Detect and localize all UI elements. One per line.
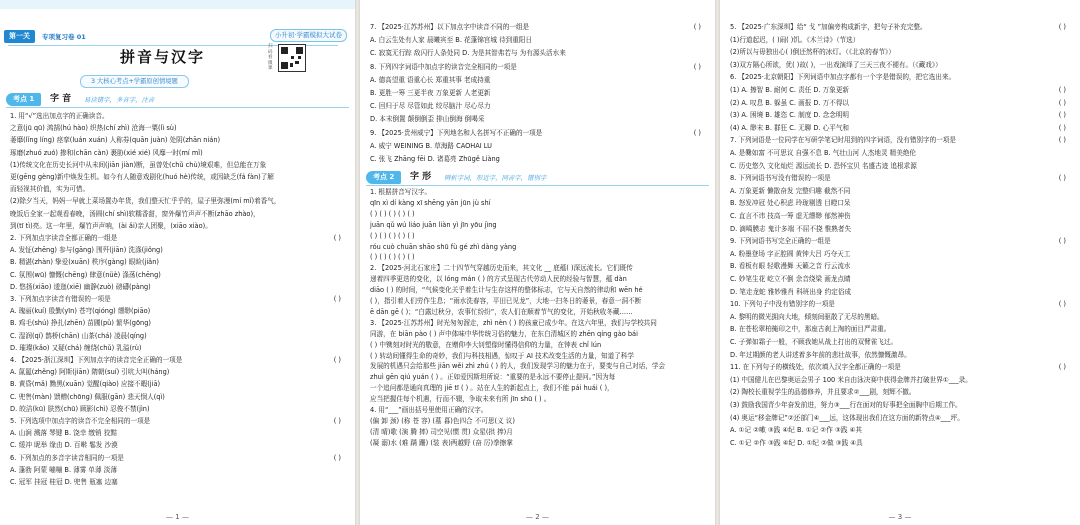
line-text: C. 妙笔生花 屹立不倒 余音绕梁 画龙点睛	[730, 275, 851, 283]
line-text: ē dān gē ( )；“白露过秋分，农事忙纷纷”，农人们在顺着节气的变化，开始秋收冬藏……	[370, 307, 633, 316]
line-text: 11. 在下列句子的横线处，依次填入汉字全都正确的一项是	[730, 363, 901, 372]
line-text: (3) A. 困境 B. 雄恣 C. 制度 D. 念念明明	[730, 111, 850, 120]
line-text: A. 氤氲(zhěng) 阿斯(jiān) 隋朝(suí) 引吭大叫(háng)	[10, 368, 170, 377]
line-text: D. 悠扬(xiāo) 逶迤(xiē) 幽静(zuò) 磅礴(pàng)	[10, 282, 151, 291]
line-text: (1)传统文化在历史长河中从未间(jiān jiàn)断，虽曾处(chǔ chù)境艰难，但总能在万象	[10, 160, 267, 169]
question-line	[0, 111, 355, 121]
question-line	[720, 299, 1080, 309]
line-text: C. ①记 ②作 ③践 ④纪 D. ①纪 ②做 ③践 ④具	[730, 438, 863, 447]
line-text: C. 直言不讳 技高一筹 虚无缥缈 郁然神伤	[730, 212, 851, 220]
question-line	[360, 101, 715, 111]
line-text: B. 怒发冲冠 处心积虑 玲珑剔透 目瞪口呆	[730, 199, 851, 208]
answer-paren[interactable]: ( )	[1058, 98, 1066, 107]
line-text: 1. 根据拼音写汉字。	[370, 188, 432, 196]
line-text: C. 寂寞无行踪 敌闪行人条处同 D. 为是其智弗若与 为有源头活水来	[370, 49, 566, 58]
line-text: ( ) ( ) ( ) ( ) ( )	[370, 231, 415, 240]
question-line	[0, 270, 355, 280]
line-text: ( ) 中镌刻对时光的敬意，在赠仰李大钊塑像时懂得信仰的力量，在钟表 chǐ lún	[370, 340, 602, 349]
line-text: A. 山涧 溅落 琴键 B. 饶幸 缴销 狡黠	[10, 429, 117, 438]
line-text: 2. 下列加点字读音全都正确的一组是	[10, 234, 118, 242]
line-text: 更(gēng gèng)新中焕发生机。如今有人随意戏剧化(huó hè)传统，或因缺乏(fá fàn)了解	[10, 173, 274, 181]
question-line	[720, 324, 1080, 334]
line-text: 同游，在 biān pào ( ) 声中体味中华传统习俗的魅力，在东白清城区的 zhēn qíng gào bái	[370, 329, 638, 338]
question-line	[360, 416, 715, 426]
line-text: 到(tī tì)亮。这一年里，爆竹声声响，(ài ǎi)亲人团聚，(xiāo xiào)。	[10, 221, 212, 230]
line-text: 5. 下列选项中加点字的读音不完全相同的一项是	[10, 417, 151, 425]
line-text: D. 年过期颜的老人讲述着多年前的悲壮故事，依然慷慨激昂。	[730, 350, 911, 359]
page-number: — 2 —	[526, 513, 549, 521]
question-line	[360, 114, 715, 124]
section-header-zi-yin	[6, 92, 349, 108]
answer-paren[interactable]: ( )	[1058, 123, 1066, 132]
section-tag: 辨析字词，形近字，同音字，错别字	[444, 174, 547, 182]
line-text: (3)双方隔心所欲，优( )故( )，一出戏演绎了三天三夜不褪有。（《藏戏》）	[730, 60, 942, 69]
section-badge: 考点 2	[366, 171, 401, 184]
question-line	[720, 22, 1080, 32]
line-text: 4. 【2025·浙江深圳】下列加点字的读音完全正确的一项是	[10, 356, 183, 364]
line-text: B. 更胜一筹 三更半夜 万象更新 人老更新	[370, 89, 491, 97]
question-line	[0, 160, 355, 170]
question-line	[720, 161, 1080, 171]
answer-paren[interactable]: ( )	[1058, 23, 1066, 31]
question-line	[0, 148, 355, 158]
line-text: C. 冠军 挂冠 桂冠 D. 兜售 瓶塞 边塞	[10, 478, 118, 486]
question-line	[720, 362, 1080, 372]
line-text: (2) A. 叹息 B. 躲虽 C. 画报 D. 万不得以	[730, 98, 850, 107]
question-line	[0, 343, 355, 353]
line-text: 7. 【2025·江苏苏州】以下加点字中读音不同的一组是	[370, 23, 530, 31]
line-text: diāo ( ) 的时间，“气候变化关乎着生计与生存这样的整体标志，它与天自然的律动和 wēn hé	[370, 286, 643, 295]
line-text: 9. 下列词语书写完全正确的一组是	[730, 237, 831, 246]
question-line	[0, 355, 355, 365]
question-line	[720, 337, 1080, 347]
answer-paren[interactable]: ( )	[333, 417, 341, 425]
question-line	[360, 88, 715, 98]
question-line	[360, 351, 715, 361]
question-line	[720, 413, 1080, 423]
line-text: C. 历史悠久 文化灿烂 源远流长 D. 恐怀宝贝 名盛古迹 追根求源	[730, 161, 917, 170]
answer-paren[interactable]: ( )	[1058, 86, 1066, 94]
level-tab: 第一关	[4, 30, 35, 43]
line-text: B. 精湛(zhàn) 挚爱(xuān) 秩序(gàng) 眼睑(jiǎn)	[10, 258, 159, 267]
question-line	[0, 367, 355, 377]
page-number: — 1 —	[166, 513, 189, 521]
line-text: 7. 下列词语是一位同学在写研学笔记时用到的四字词语，没有错别字的一项是	[730, 136, 956, 145]
line-text: A. 威宁 WEINING B. 草海路 CAOHAI LU	[370, 141, 492, 150]
line-text: D. 本末倒置 颠倒倒歪 排山倒海 倒喝采	[370, 115, 485, 124]
line-text: A. 是爨如富 不可思议 自强不息 B. 气壮山河 人杰地灵 精美绝伦	[730, 149, 917, 157]
question-line	[0, 331, 355, 341]
question-line	[0, 440, 355, 450]
question-line	[360, 187, 715, 197]
question-line	[0, 392, 355, 402]
line-text: C. 兜售(màn) 馈赠(chōng) 佩服(gān) 悲天悯人(qì)	[10, 392, 165, 401]
line-text: A. 粉墨登场 字正腔圆 黄钟大吕 巧夺天工	[730, 249, 851, 258]
question-line	[0, 123, 355, 133]
question-line	[0, 465, 355, 475]
qr-caption: 扫码看微课	[268, 44, 273, 71]
header-band	[0, 0, 355, 9]
answer-paren[interactable]: ( )	[1058, 300, 1066, 309]
line-text: 琢磨(zhuó zuó) 掺和(chān càn) 裹胁(xié xié) 风靡一时(mí mǐ)	[10, 148, 203, 157]
answer-paren[interactable]: ( )	[333, 453, 341, 462]
line-text: B. 看板有眼 轻歌漫舞 天籁之音 行云流水	[730, 262, 851, 271]
line-text: 之意(jū qū) 鸿鹄(hú hào) 织热(chí zhì) 沧海一粟(lì sù)	[10, 124, 177, 133]
line-text: ( ) ( ) ( ) ( ) ( )	[370, 209, 415, 218]
line-text: ( ) 转动间懂得生命的奇妙，我们与科技相遇，惊叹于 AI 技术改变生活的力量，知道了科学	[370, 351, 634, 360]
qr-code-icon[interactable]	[278, 44, 306, 72]
question-line	[360, 242, 715, 252]
line-text: 9. 【2025·贵州威宁】下列地名和人名拼写不正确的一项是	[370, 128, 543, 137]
line-text: 1. 用“√”选出加点字的正确读音。	[10, 112, 109, 120]
question-line	[0, 306, 355, 316]
line-text: 而轻视其价值，实为可惜。	[10, 185, 90, 194]
answer-paren[interactable]: ( )	[333, 295, 341, 303]
question-line	[0, 416, 355, 426]
answer-paren[interactable]: ( )	[693, 62, 701, 71]
line-text: (4) A. 缈末 B. 群狂 C. 无聊 D. 心平气和	[730, 123, 850, 132]
question-line	[720, 400, 1080, 410]
question-line	[360, 274, 715, 284]
question-line	[0, 318, 355, 328]
line-text: C. 缓冲 昵举 缘由 D. 百啭 鬈发 沙漠	[10, 441, 118, 450]
page-number: — 3 —	[888, 513, 912, 521]
line-text: 10. 下列句子中没有错别字的一项是	[730, 300, 835, 309]
line-text: B. 鸡毛(shú) 挣扎(zhēn) 苗圃(pǔ) 繁华(gōng)	[10, 319, 151, 328]
question-line	[360, 263, 715, 273]
line-text: (偏 卸 颈) (称 苍 容) (墓 暮)色四合 不可思(义 议)	[370, 416, 515, 425]
question-line	[360, 198, 715, 208]
line-text: 晚饭后全家一起观看春晚，汤圆(chí shì)软糯香甜，窗外爆竹声声不断(zhāo zhào)，	[10, 209, 260, 218]
question-line	[360, 128, 715, 138]
question-line	[0, 379, 355, 389]
question-line	[720, 274, 1080, 284]
line-text: (3) 鼓励我国青少年奋发前进，努力③___行在面对的好事把全面胸中后期工作。	[730, 401, 962, 409]
line-text: (2)除夕当天，妈妈一早就上菜场置办年货，我们整天忙乎乎的，屋子里弥漫(mí mǐ)着香气，	[10, 197, 281, 206]
line-text: 5. 【2025·广东深圳】给“ 戈 ”加偏旁构成新字，把句子补充完整。	[730, 23, 927, 31]
line-text: 6. 下列加点的多音字读音相同的一项是	[10, 453, 124, 462]
question-line	[720, 312, 1080, 322]
question-line	[360, 427, 715, 437]
question-line	[360, 220, 715, 230]
section-tag: 易读错字，多音字，注音	[84, 96, 155, 104]
question-line	[720, 98, 1080, 108]
question-line	[0, 245, 355, 255]
line-text: juān qǔ wú liáo juān liàn yì jīn yōu jìng	[370, 220, 497, 229]
line-text: 递着四季更迭的变化，以 lóng mán ( ) 的方式呈现古代劳动人民的经验与智慧，蕴 dàn	[370, 275, 627, 284]
line-text: zhuì gēn qiú yuán ( ) 。正如爱因斯坦所说：“重要的是永远不要停止提问。”因为每	[370, 373, 616, 382]
line-text: C. 氛围(wū) 慷慨(chēng) 肆意(nüè) 涤荡(chēng)	[10, 270, 161, 279]
question-line	[360, 231, 715, 241]
question-line	[720, 375, 1080, 385]
answer-paren[interactable]: ( )	[1058, 174, 1066, 183]
question-line	[720, 425, 1080, 435]
question-line	[360, 372, 715, 382]
line-text: C. 张飞 Zhāng fēi D. 诸葛亮 Zhūgě Liàng	[370, 155, 500, 163]
section-header-zi-xing	[366, 170, 709, 186]
line-text: 6. 【2025·北京朝阳】下列词语中加点字都有一个字是错误的，把它选出来。	[730, 73, 956, 82]
question-line	[360, 405, 715, 415]
line-text: 2. 【2025·河北石家庄】二十四节气穿越历史而来，其文化 __ 底蕴( )深远流长。它们既传	[370, 264, 633, 273]
line-text: (清 晴)歌 (演 腾 摔) 司空见(惯 贯) 众星(拱 捧)月	[370, 427, 513, 436]
question-line	[0, 233, 355, 243]
line-text: A. 发怔(zhēng) 参与(gāng) 围歼(jiān) 洗涤(jiǒng)	[10, 246, 163, 255]
answer-paren[interactable]: ( )	[333, 356, 341, 364]
question-line	[360, 154, 715, 164]
line-text: D. 皎洁(kū) 肤然(chū) 顾影(chì) 忍俊不禁(jìn)	[10, 404, 150, 413]
question-line	[360, 296, 715, 306]
section-badge: 考点 1	[6, 93, 41, 106]
line-text: qīn xì dí kàng xī shēng yān jūn jù shí	[370, 198, 491, 207]
question-line	[0, 282, 355, 292]
question-line	[0, 477, 355, 487]
question-line	[360, 307, 715, 317]
question-line	[0, 196, 355, 206]
line-text: D. 笔走龙蛇 雅妙雅肖 科班出身 约定俗成	[730, 287, 852, 296]
line-text: (1) 中国健儿在巴黎奥运会男子 100 米自由泳决赛中获得金牌并打破世界①___录。	[730, 375, 972, 384]
question-line	[360, 35, 715, 45]
line-text: A. 万象更新 懒散奋发 完整归趣 截然不同	[730, 186, 851, 195]
section-title: 字 形	[410, 172, 432, 182]
series-label: 小升初·学霸模拟大试卷	[270, 29, 347, 42]
line-text: 应当把握住每个机遇，行而不辍，争取未来有所 jīn shū ( ) 。	[370, 395, 551, 404]
line-text: D. 滴噶膜志 鬼计多端 不屈不挠 惟熟者失	[730, 224, 852, 233]
page-1	[0, 0, 355, 525]
question-line	[720, 236, 1080, 246]
line-text: C. 子弹如霜子一般，不顾我她从战上打出的双臂雀飞过。	[730, 338, 898, 346]
question-line	[720, 438, 1080, 448]
line-text: 萎靡(lǐng líng) 痉挛(luán xuán) 人称券(quān juàn) 处阴(zhān nián)	[10, 136, 221, 145]
question-line	[0, 428, 355, 438]
line-text: B. 在苍松翠柏掩印之中，那座古刹上淘的面目严肃重。	[730, 325, 891, 334]
question-line	[360, 209, 715, 219]
question-line	[360, 329, 715, 339]
question-line	[360, 62, 715, 72]
question-line	[0, 257, 355, 267]
answer-paren[interactable]: ( )	[1058, 111, 1066, 120]
question-line	[720, 261, 1080, 271]
question-line	[0, 172, 355, 182]
question-line	[720, 198, 1080, 208]
page-title: 拼音与汉字	[120, 48, 206, 66]
page-3	[720, 0, 1080, 525]
question-line	[720, 47, 1080, 57]
question-line	[0, 294, 355, 304]
page-2	[360, 0, 715, 525]
line-text: ( ) ( ) ( ) ( ) ( )	[370, 253, 415, 262]
question-line	[720, 72, 1080, 82]
line-text: 发展的机遇只会给那些 jiān wěi zhì zhú ( ) 的人，我们发现学习的魅力在于，要变与自己对话，学会	[370, 362, 666, 371]
question-line	[360, 438, 715, 448]
question-line	[0, 209, 355, 219]
question-line	[360, 252, 715, 262]
question-line	[0, 135, 355, 145]
question-line	[720, 135, 1080, 145]
answer-paren[interactable]: ( )	[333, 234, 341, 242]
line-text: 8. 下列四字词语中加点字的读音完全相同的一项是	[370, 62, 517, 71]
question-line	[360, 318, 715, 328]
question-line	[360, 285, 715, 295]
question-line	[720, 249, 1080, 259]
question-line	[720, 148, 1080, 158]
question-line	[0, 184, 355, 194]
question-line	[0, 453, 355, 463]
question-line	[720, 123, 1080, 133]
line-text: C. 回归于尽 尽管如此 绞尽脑汁 尽心尽力	[370, 102, 491, 111]
question-line	[360, 340, 715, 350]
line-text: (4) 奥运“移金牌记”②还部门④___远，这体现出我们在这方面的新特点④___坪。	[730, 413, 964, 422]
line-text: (2)所以与毋独出心( )倒还然杯的冰灯。（《北京的春节》）	[730, 48, 895, 57]
line-text: 4. 用“___”画出括号里使用正确的汉字。	[370, 406, 488, 414]
question-line	[720, 224, 1080, 234]
line-text: 一个追问都是通向真理的 jiē tī ( ) 。站在人生的新起点上，我们不能 pái huái ( )，	[370, 384, 614, 393]
question-line	[360, 22, 715, 32]
question-line	[720, 85, 1080, 95]
question-line	[720, 35, 1080, 45]
answer-paren[interactable]: ( )	[693, 128, 701, 137]
answer-paren[interactable]: ( )	[1058, 237, 1066, 246]
question-line	[720, 387, 1080, 397]
question-line	[360, 48, 715, 58]
question-line	[360, 75, 715, 85]
core-points-pill: 3 大核心考点+学霸原创情境题	[80, 75, 189, 88]
question-line	[360, 361, 715, 371]
line-text: A. 黎明的微光拥向大地，倾刻间驱散了无尽的黑暗。	[730, 312, 884, 321]
question-line	[720, 110, 1080, 120]
question-line	[360, 394, 715, 404]
line-text: róu cuò chuān shāo shū fù gé zhì dàng yàng	[370, 242, 517, 251]
line-text: (2) 陶校长重视学生的品德修养，并且要求②___剧，刻辉不撤。	[730, 388, 916, 397]
question-line	[720, 173, 1080, 183]
question-line	[720, 60, 1080, 70]
question-line	[720, 350, 1080, 360]
line-text: ( )，指引着人们劳作生息；“雨水洗春容，平田已见龙”，大地一扫冬日的萎景，春意一洞不断	[370, 297, 642, 305]
line-text: 3. 【2025·江苏苏州】时光匆匆溜走，zhì nèn ( ) 的孩童已成少年。在这六年里，我们与学校共同	[370, 318, 657, 327]
answer-paren[interactable]: ( )	[1058, 363, 1066, 372]
line-text: A. 瑰丽(kuí) 殷勤(yīn) 苍穹(qióng) 缥缈(piāo)	[10, 307, 151, 316]
line-text: (凝 溺)水 (难 蹒 跚) (装 表)两越野 (奋 厉)拳擦掌	[370, 438, 513, 447]
line-text: C. 湿润(qí) 鹊桥(chān) 山茶(chá) 凌晨(qíng)	[10, 331, 147, 340]
question-line	[0, 404, 355, 414]
answer-paren[interactable]: ( )	[1058, 136, 1066, 145]
line-text: (1)行道起迟，( )闹( )饥。《木兰诗》（节选）	[730, 35, 860, 44]
line-text: A. 蓬勃 阿蒙 嘣嘣 B. 薄雾 单薄 淡薄	[10, 465, 117, 474]
answer-paren[interactable]: ( )	[693, 23, 701, 31]
question-line	[720, 287, 1080, 297]
question-line	[720, 211, 1080, 221]
line-text: A. 白云生处有人家 晨曦宾至 B. 花蓬锦宫城 待到重阳日	[370, 36, 533, 45]
review-label: 专项复习卷 01	[42, 33, 86, 41]
question-line	[0, 221, 355, 231]
section-title: 字 音	[50, 94, 72, 104]
question-line	[720, 186, 1080, 196]
question-line	[360, 141, 715, 151]
line-text: A. 德高望重 语重心长 郑重其事 老成持重	[370, 75, 491, 84]
line-text: A. ①记 ②嗽 ③践 ④纪 B. ①记 ②作 ③践 ④其	[730, 426, 863, 435]
line-text: B. 黄昏(mǎ) 黝黑(xuān) 觉醒(qiào) 应接不暇(jiā)	[10, 380, 161, 389]
question-line	[360, 383, 715, 393]
line-text: 3. 下列加点字读音有错误的一项是	[10, 295, 111, 303]
line-text: D. 璀璨(kǎo) 又疑(chá) 缠绕(chǔ) 乳溢(rù)	[10, 343, 142, 352]
line-text: 8. 下列词语书写没有错误的一项是	[730, 174, 831, 183]
line-text: (1) A. 擦智 B. 耐何 C. 责任 D. 万象更新	[730, 86, 850, 94]
